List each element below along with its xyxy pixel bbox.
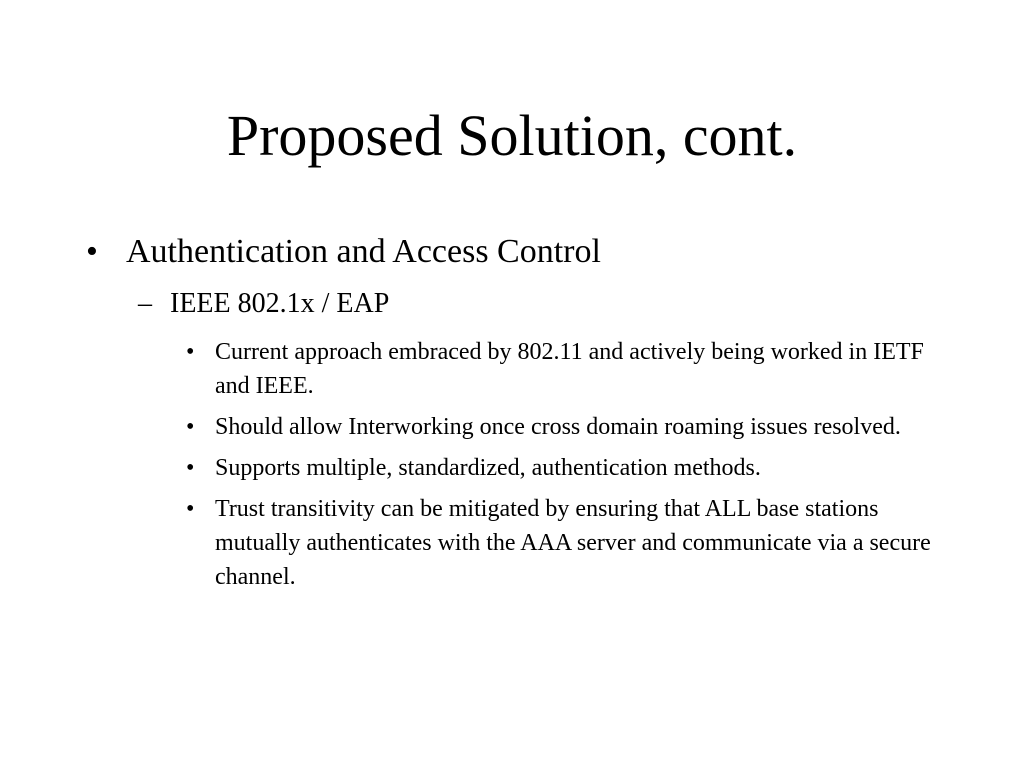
- list-item: [186, 492, 946, 594]
- bullet-text: Supports multiple, standardized, authentication methods.: [215, 455, 761, 481]
- bullet-marker: •: [186, 414, 195, 440]
- bullet-marker: •: [186, 496, 195, 522]
- bullet-text: Should allow Interworking once cross domain roaming issues resolved.: [215, 414, 901, 440]
- list-item: [186, 410, 946, 444]
- bullet-marker: •: [186, 339, 195, 365]
- bullet-level3-list: [186, 335, 946, 601]
- bullet-marker: •: [186, 455, 195, 481]
- bullet-text: Trust transitivity can be mitigated by ensuring that ALL base stations mutually authenticates with the AAA server and communicate via a secure channel.: [215, 496, 931, 590]
- dash-marker: –: [138, 288, 152, 319]
- bullet-text: IEEE 802.1x / EAP: [170, 288, 390, 319]
- bullet-text: Current approach embraced by 802.11 and actively being worked in IETF and IEEE.: [215, 339, 924, 399]
- list-item: [186, 335, 946, 403]
- bullet-text: Authentication and Access Control: [126, 233, 601, 270]
- bullet-marker: •: [86, 233, 98, 270]
- list-item: [186, 451, 946, 485]
- slide-title: Proposed Solution, cont.: [226, 103, 798, 168]
